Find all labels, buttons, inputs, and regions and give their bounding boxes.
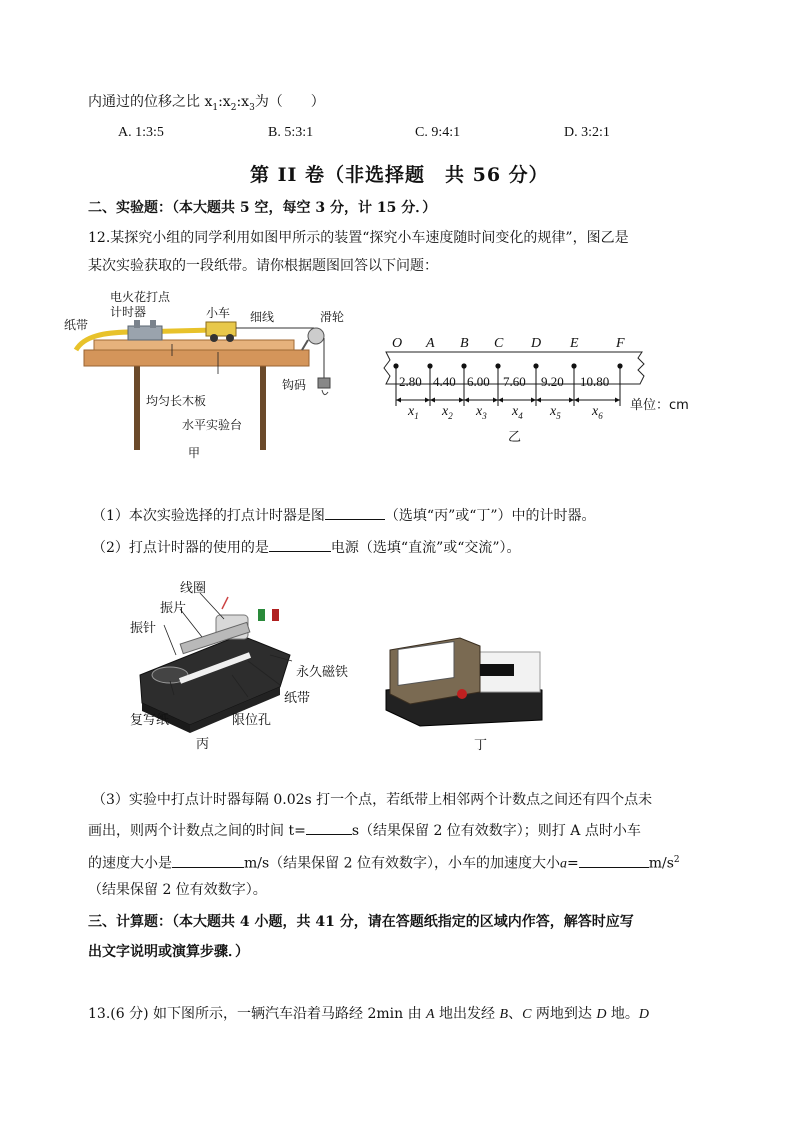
q13-line1 xyxy=(88,1004,649,1025)
segment-x2: $x_2$ xyxy=(442,404,453,421)
figure-jia xyxy=(64,286,354,466)
tape-distance-2: 4.40 xyxy=(433,374,456,389)
answer-blank-3[interactable] xyxy=(306,820,352,835)
q13-point-c: C xyxy=(522,1007,532,1022)
symbol-a: a xyxy=(559,856,567,872)
tape-point-e: E xyxy=(570,336,579,351)
tape-distance-3: 6.00 xyxy=(467,374,490,389)
figure-bing xyxy=(120,575,370,755)
q12-sub3-line3-prefix: 的速度大小是 xyxy=(88,855,172,872)
answer-blank-2[interactable] xyxy=(269,537,331,552)
q13-mid3: 两地到达 xyxy=(531,1006,597,1022)
q11-text-prefix: 内通过的位移之比 x xyxy=(88,94,213,110)
q11-option-a: A. 1:3:5 xyxy=(118,125,164,140)
q13-mid2: 、 xyxy=(508,1006,523,1022)
tape-point-f: F xyxy=(616,336,625,351)
label-timer-2: 计时器 xyxy=(110,305,147,319)
table-leg-right xyxy=(260,366,266,450)
q13-point-d2: D xyxy=(638,1007,650,1022)
long-board xyxy=(94,340,294,350)
label-pulley: 滑轮 xyxy=(320,310,345,324)
answer-blank-5[interactable] xyxy=(579,853,649,868)
q12-sub3-line3-mid: m/s（结果保留 2 位有效数字），小车的加速度大小 xyxy=(244,855,560,872)
tape-distance-5: 9.20 xyxy=(541,374,564,389)
q11-tail-text xyxy=(88,92,325,118)
label-needle: 振针 xyxy=(130,621,157,636)
q11-mid1: :x xyxy=(218,94,231,110)
q13-point-d: D xyxy=(596,1007,607,1022)
label-coil: 线圈 xyxy=(180,581,207,596)
label-weight: 钩码 xyxy=(282,378,307,392)
label-reed: 振片 xyxy=(160,601,187,616)
label-carbon: 复写纸 xyxy=(130,713,170,728)
calc-header-line1: 三、计算题：（本大题共 4 小题，共 41 分，请在答题纸指定的区域内作答，解答时应写 xyxy=(88,914,634,930)
q12-stem-line2: 某次实验获取的一段纸带。请你根据题图回答以下问题： xyxy=(88,258,438,274)
caption-ding: 丁 xyxy=(474,738,488,753)
q12-stem-line1: 12.某探究小组的同学利用如图甲所示的装置“探究小车速度随时间变化的规律”，图乙是 xyxy=(88,230,629,246)
timer-photo-ding xyxy=(380,630,550,730)
q11-suffix: 为（ ） xyxy=(254,94,325,110)
segment-x3: $x_3$ xyxy=(476,404,487,421)
q13-mid4: 地。 xyxy=(606,1006,639,1022)
q12-sub3-line2-prefix: 画出，则两个计数点之间的时间 t= xyxy=(88,823,306,839)
q12-sub1-suffix: （选填“丙”或“丁”）中的计时器。 xyxy=(384,508,596,524)
q12-sub2-prefix: （2）打点计时器的使用的是 xyxy=(92,540,269,556)
tape-unit: 单位：cm xyxy=(630,398,689,413)
caption-yi: 乙 xyxy=(508,430,522,445)
weight-shape xyxy=(318,378,330,388)
segment-x1: $x_1$ xyxy=(408,404,419,421)
caption-bing: 丙 xyxy=(196,737,210,752)
pulley-shape xyxy=(308,328,324,344)
cart-body xyxy=(206,322,236,336)
tape-point-o: O xyxy=(392,336,403,351)
q12-sub1 xyxy=(92,505,596,526)
label-string: 细线 xyxy=(250,310,275,324)
q11-sub2: 2 xyxy=(230,102,237,113)
equals-sign: = xyxy=(566,855,579,872)
tape-point-c: C xyxy=(494,336,504,351)
label-timer: 电火花打点 xyxy=(110,290,171,304)
label-hole: 限位孔 xyxy=(232,713,272,728)
calc-header-line2: 出文字说明或演算步骤．） xyxy=(88,944,249,960)
experiment-header: 二、实验题：（本大题共 5 空，每空 3 分，计 15 分．） xyxy=(88,200,437,216)
label-board: 均匀长木板 xyxy=(146,394,207,408)
q12-sub2 xyxy=(92,537,521,558)
table-top xyxy=(84,350,309,366)
ding-screen xyxy=(398,642,454,686)
q13-point-b: B xyxy=(499,1007,509,1022)
answer-blank-4[interactable] xyxy=(172,853,244,868)
q11-option-c: C. 9:4:1 xyxy=(415,125,461,140)
q12-sub3-line2-suffix: s（结果保留 2 位有效数字）；则打 A 点时小车 xyxy=(351,823,641,839)
q11-sub1: 1 xyxy=(212,102,219,113)
tape-distance-4: 7.60 xyxy=(503,374,526,389)
segment-x6: $x_6$ xyxy=(592,404,603,421)
label-table: 水平实验台 xyxy=(182,418,243,432)
accel-unit: m/s xyxy=(648,855,674,872)
label-magnet: 永久磁铁 xyxy=(296,665,349,680)
ding-red-knob xyxy=(457,689,467,699)
label-paper-tape: 纸带 xyxy=(64,318,89,332)
q11-mid2: :x xyxy=(236,94,250,110)
q12-sub3-line2 xyxy=(88,820,641,841)
table-leg-left xyxy=(134,366,140,450)
figure-ding xyxy=(380,630,550,755)
accel-unit-sup: 2 xyxy=(673,855,680,865)
caption-jia: 甲 xyxy=(188,446,201,460)
q11-option-d: D. 3:2:1 xyxy=(564,125,610,140)
q13-prefix: 13.(6 分) 如下图所示，一辆汽车沿着马路经 2min 由 xyxy=(88,1006,427,1022)
segment-x4: $x_4$ xyxy=(512,404,523,421)
q11-sub3: 3 xyxy=(249,102,255,113)
q12-sub2-suffix: 电源（选填“直流”或“交流”）。 xyxy=(330,540,521,556)
label-cart: 小车 xyxy=(206,306,231,320)
segment-x5: $x_5$ xyxy=(550,404,561,421)
tape-distance-1: 2.80 xyxy=(399,374,422,389)
q12-sub1-prefix: （1）本次实验选择的打点计时器是图 xyxy=(92,508,325,524)
q12-sub3-line3 xyxy=(88,850,680,875)
q13-point-a: A xyxy=(426,1007,435,1022)
q12-sub3-line4: （结果保留 2 位有效数字）。 xyxy=(88,882,267,898)
tape-point-a: A xyxy=(426,336,435,351)
q12-sub3-line1: （3）实验中打点计时器每隔 0.02s 打一个点，若纸带上相邻两个计数点之间还有四个点未 xyxy=(92,792,653,808)
section2-title: 第 II 卷（非选择题 共 56 分） xyxy=(250,164,549,186)
tape-distance-6: 10.80 xyxy=(580,374,610,389)
tape-point-b: B xyxy=(460,336,469,351)
timer-body xyxy=(128,326,162,340)
tape-point-d: D xyxy=(531,336,542,351)
q11-option-b: B. 5:3:1 xyxy=(268,125,314,140)
label-tape: 纸带 xyxy=(284,691,311,706)
q13-mid1: 地出发经 xyxy=(434,1006,500,1022)
figure-yi xyxy=(380,336,710,446)
answer-blank-1[interactable] xyxy=(325,505,385,520)
